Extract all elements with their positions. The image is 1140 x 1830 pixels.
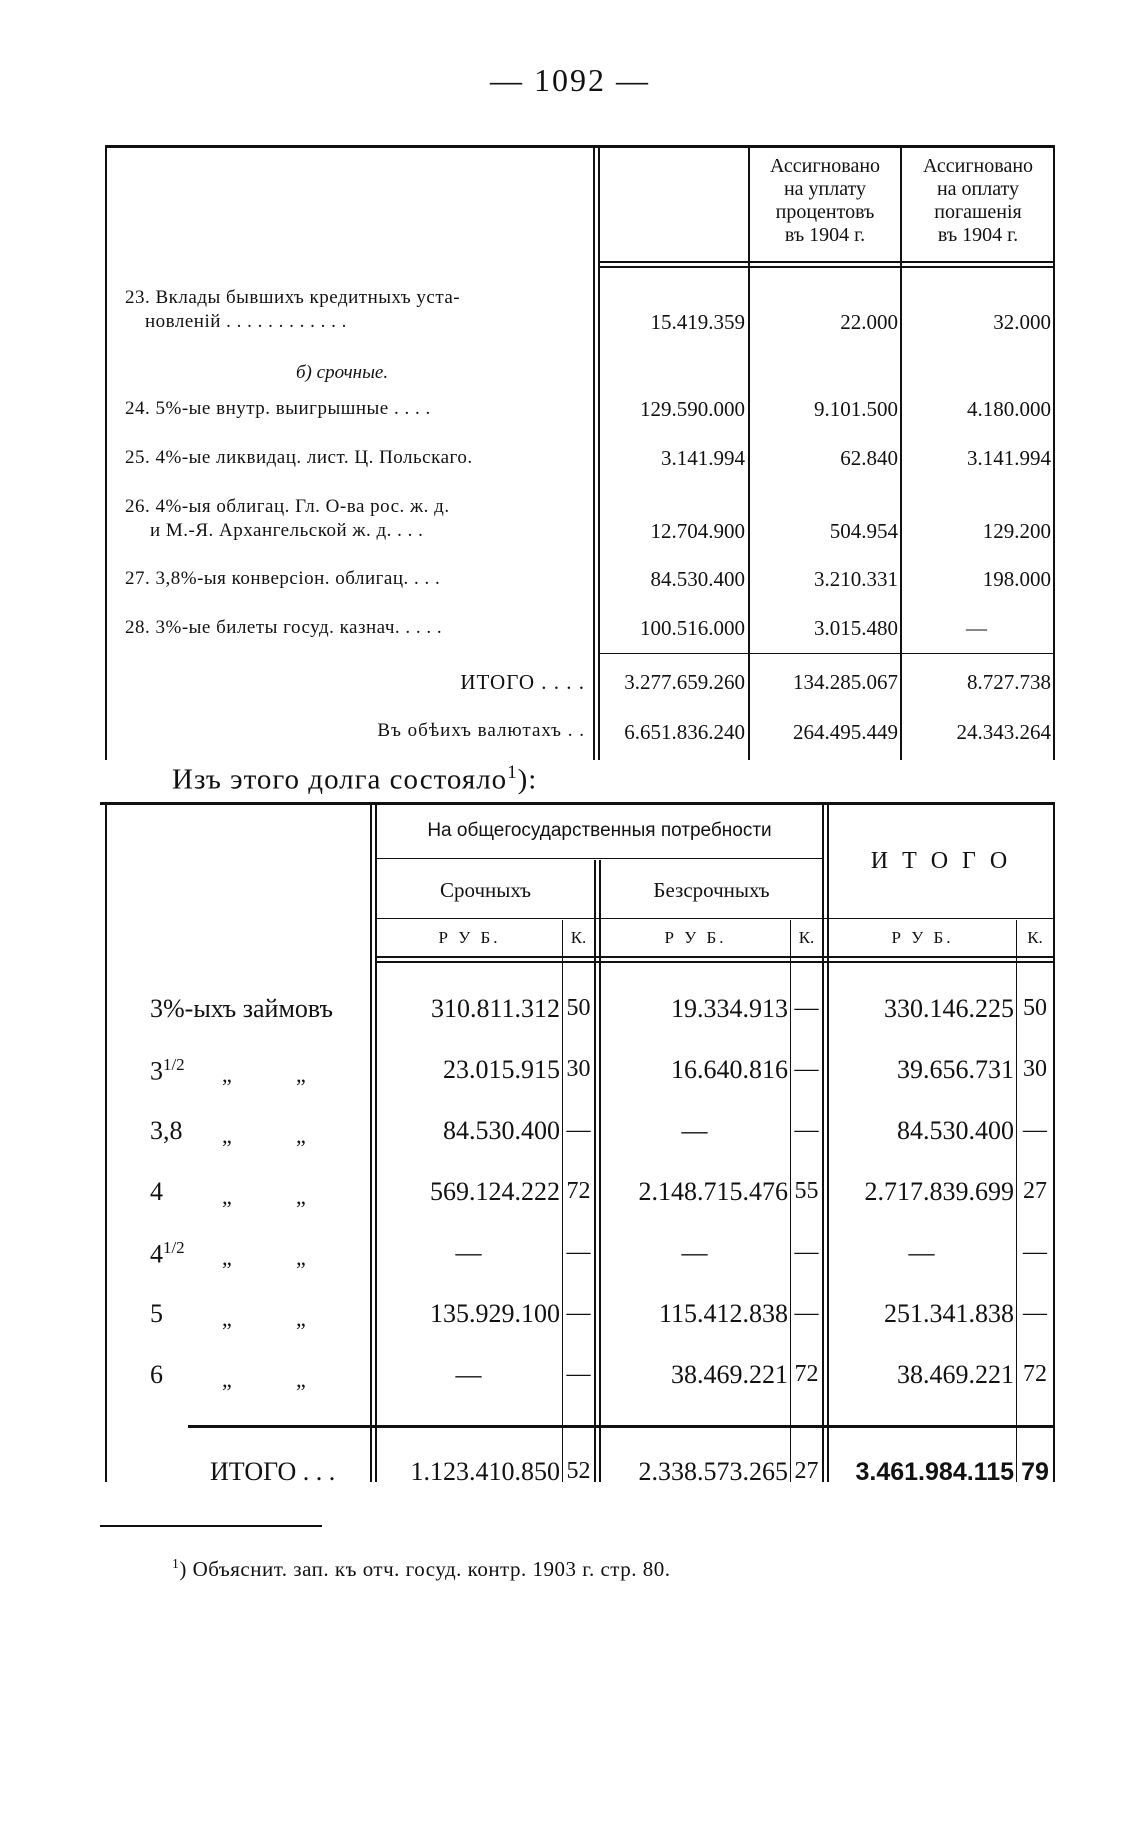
total-rub: 251.341.838	[884, 1299, 1014, 1328]
cell-value: 9.101.500	[814, 397, 898, 421]
cell-value: 129.200	[982, 519, 1051, 543]
total-divider	[598, 653, 1055, 654]
cell-value: 62.840	[840, 446, 898, 470]
term-k: 30	[566, 1056, 591, 1082]
subheading: б) срочные.	[296, 362, 389, 383]
total-value: 8.727.738	[967, 670, 1051, 694]
total-k: 27	[1023, 1178, 1047, 1204]
cell-value: 198.000	[982, 567, 1051, 591]
row-label: 24. 5%-ые внутр. выигрышные . . . .	[125, 398, 431, 419]
row-label: новленій . . . . . . . . . . . .	[145, 311, 347, 332]
grand-total: 3.461.984.115	[855, 1458, 1014, 1486]
grand-total-k: 79	[1021, 1458, 1049, 1486]
total-k: 72	[1023, 1361, 1047, 1387]
perp-rub: 2.148.715.476	[638, 1177, 788, 1206]
term-k: 50	[566, 995, 591, 1021]
row-label: и М.-Я. Архангельской ж. д. . . .	[150, 520, 424, 541]
term-k: 72	[566, 1178, 591, 1204]
total-rub: 84.530.400	[897, 1116, 1014, 1145]
total-value: 134.285.067	[793, 670, 898, 694]
page-number: — 1092 —	[490, 62, 650, 98]
term-rub: 84.530.400	[443, 1116, 560, 1145]
header-divider	[377, 918, 1055, 919]
row-label: 23. Вклады бывшихъ кредитныхъ уста-	[125, 287, 461, 308]
header-divider	[377, 961, 1055, 963]
term-total-k: 52	[566, 1458, 591, 1484]
both-currencies-value: 24.343.264	[956, 720, 1051, 744]
unit-rub: Р У Б.	[664, 928, 727, 947]
cell-value: 3.141.994	[661, 446, 745, 470]
divider	[593, 148, 595, 760]
divider	[822, 805, 824, 1482]
total-k: 50	[1023, 995, 1047, 1021]
perp-total-k: 27	[794, 1458, 819, 1484]
ditto-mark: „	[222, 1123, 232, 1148]
ditto-mark: „	[296, 1184, 306, 1209]
ditto-mark: „	[222, 1245, 232, 1270]
header-divider	[377, 956, 1055, 958]
perp-k: —	[794, 1239, 819, 1265]
term-total: 1.123.410.850	[410, 1457, 560, 1486]
ditto-mark: „	[222, 1184, 232, 1209]
ditto-mark: „	[222, 1306, 232, 1331]
header-total: И Т О Г О	[870, 848, 1012, 874]
header-divider	[598, 261, 1055, 263]
cell-value: 32.000	[993, 310, 1051, 334]
perp-k: —	[794, 1300, 819, 1326]
unit-rub: Р У Б.	[438, 928, 501, 947]
perp-k: —	[794, 995, 819, 1021]
term-rub: 23.015.915	[443, 1055, 560, 1084]
unit-k: К.	[1027, 928, 1043, 947]
divider	[370, 805, 372, 1482]
intro-text: Изъ этого долга состояло$^1$):	[172, 762, 538, 796]
header-redemption: Ассигновано на оплату погашенія въ 1904 г.	[922, 155, 1034, 246]
top-table-border	[105, 145, 1055, 148]
cell-value: 3.141.994	[967, 446, 1051, 470]
cell-value: —	[966, 616, 987, 640]
header-divider	[598, 266, 1055, 268]
perp-k: 72	[794, 1361, 819, 1387]
footnote: $^1$) Объяснит. зап. къ отч. госуд. контр. 1903 г. стр. 80.	[172, 1556, 671, 1581]
term-rub: —	[455, 1238, 482, 1267]
total-rub: —	[908, 1238, 935, 1267]
rate-label: $4^{1/2}$	[150, 1238, 185, 1269]
term-rub: 569.124.222	[430, 1177, 560, 1206]
divider	[594, 860, 596, 1482]
unit-rub: Р У Б.	[891, 928, 954, 947]
cell-value: 3.210.331	[814, 567, 898, 591]
total-value: 3.277.659.260	[624, 670, 745, 694]
rate-label: 3%-ыхъ займовъ	[150, 994, 333, 1023]
header-interest: Ассигновано на уплату процентовъ въ 1904 г.	[769, 155, 881, 246]
perp-rub: —	[681, 1116, 708, 1145]
perp-k: —	[794, 1117, 819, 1143]
total-rub: 39.656.731	[897, 1055, 1014, 1084]
ditto-mark: „	[296, 1062, 306, 1087]
perp-rub: 115.412.838	[658, 1299, 788, 1328]
row-label: 27. 3,8%-ыя конверсіон. облигац. . . .	[125, 568, 441, 589]
total-k: —	[1023, 1239, 1047, 1265]
term-k: —	[566, 1300, 591, 1326]
unit-k: К.	[798, 928, 815, 947]
cell-value: 15.419.359	[650, 310, 745, 334]
both-currencies-value: 6.651.836.240	[624, 720, 745, 744]
term-rub: 310.811.312	[430, 994, 560, 1023]
ditto-mark: „	[222, 1062, 232, 1087]
header-term: Срочныхъ	[440, 878, 531, 902]
total-label: ИТОГО . . .	[210, 1457, 336, 1486]
cell-value: 3.015.480	[814, 616, 898, 640]
rate-label: 3,8	[150, 1116, 183, 1145]
rate-label: $3^{1/2}$	[150, 1055, 185, 1086]
total-rub: 2.717.839.699	[864, 1177, 1014, 1206]
perp-rub: —	[681, 1238, 708, 1267]
header-perpetual: Безсрочныхъ	[653, 878, 770, 902]
perp-total: 2.338.573.265	[638, 1457, 788, 1486]
rate-label: 6	[150, 1360, 163, 1389]
cell-value: 4.180.000	[967, 397, 1051, 421]
total-k: 30	[1023, 1056, 1047, 1082]
total-rub: 330.146.225	[884, 994, 1014, 1023]
top-table-left-border	[105, 145, 107, 760]
cell-value: 22.000	[840, 310, 898, 334]
ditto-mark: „	[296, 1123, 306, 1148]
unit-k: К.	[570, 928, 587, 947]
header-group: На общегосударственныя потребности	[427, 820, 772, 841]
ditto-mark: „	[296, 1367, 306, 1392]
footnote-rule	[100, 1525, 322, 1527]
divider	[1053, 805, 1055, 1482]
total-divider	[188, 1425, 1055, 1428]
term-k: —	[566, 1361, 591, 1387]
cell-value: 12.704.900	[650, 519, 745, 543]
total-label: ИТОГО . . . .	[460, 670, 585, 694]
total-rub: 38.469.221	[897, 1360, 1014, 1389]
cell-value: 129.590.000	[640, 397, 745, 421]
perp-rub: 38.469.221	[671, 1360, 788, 1389]
rate-label: 4	[150, 1177, 163, 1206]
ditto-mark: „	[222, 1367, 232, 1392]
rate-label: 5	[150, 1299, 163, 1328]
ditto-mark: „	[296, 1245, 306, 1270]
cell-value: 100.516.000	[640, 616, 745, 640]
term-rub: 135.929.100	[430, 1299, 560, 1328]
total-k: —	[1023, 1300, 1047, 1326]
divider	[1053, 148, 1055, 760]
perp-rub: 19.334.913	[671, 994, 788, 1023]
both-currencies-value: 264.495.449	[793, 720, 898, 744]
row-label: 28. 3%-ые билеты госуд. казнач. . . . .	[125, 617, 443, 638]
cell-value: 84.530.400	[650, 567, 745, 591]
row-label: 25. 4%-ые ликвидац. лист. Ц. Польскаго.	[125, 447, 473, 468]
cell-value: 504.954	[829, 519, 898, 543]
header-divider	[377, 858, 822, 859]
both-currencies-label: Въ обѣихъ валютахъ . .	[377, 720, 585, 741]
row-label: 26. 4%-ыя облигац. Гл. О-ва рос. ж. д.	[125, 496, 450, 517]
ditto-mark: „	[296, 1306, 306, 1331]
term-k: —	[566, 1239, 591, 1265]
perp-k: 55	[794, 1178, 819, 1204]
term-rub: —	[455, 1360, 482, 1389]
bottom-table-left-border	[105, 802, 107, 1482]
perp-k: —	[794, 1056, 819, 1082]
perp-rub: 16.640.816	[671, 1055, 788, 1084]
total-k: —	[1023, 1117, 1047, 1143]
bottom-table-border	[100, 802, 1055, 805]
term-k: —	[566, 1117, 591, 1143]
